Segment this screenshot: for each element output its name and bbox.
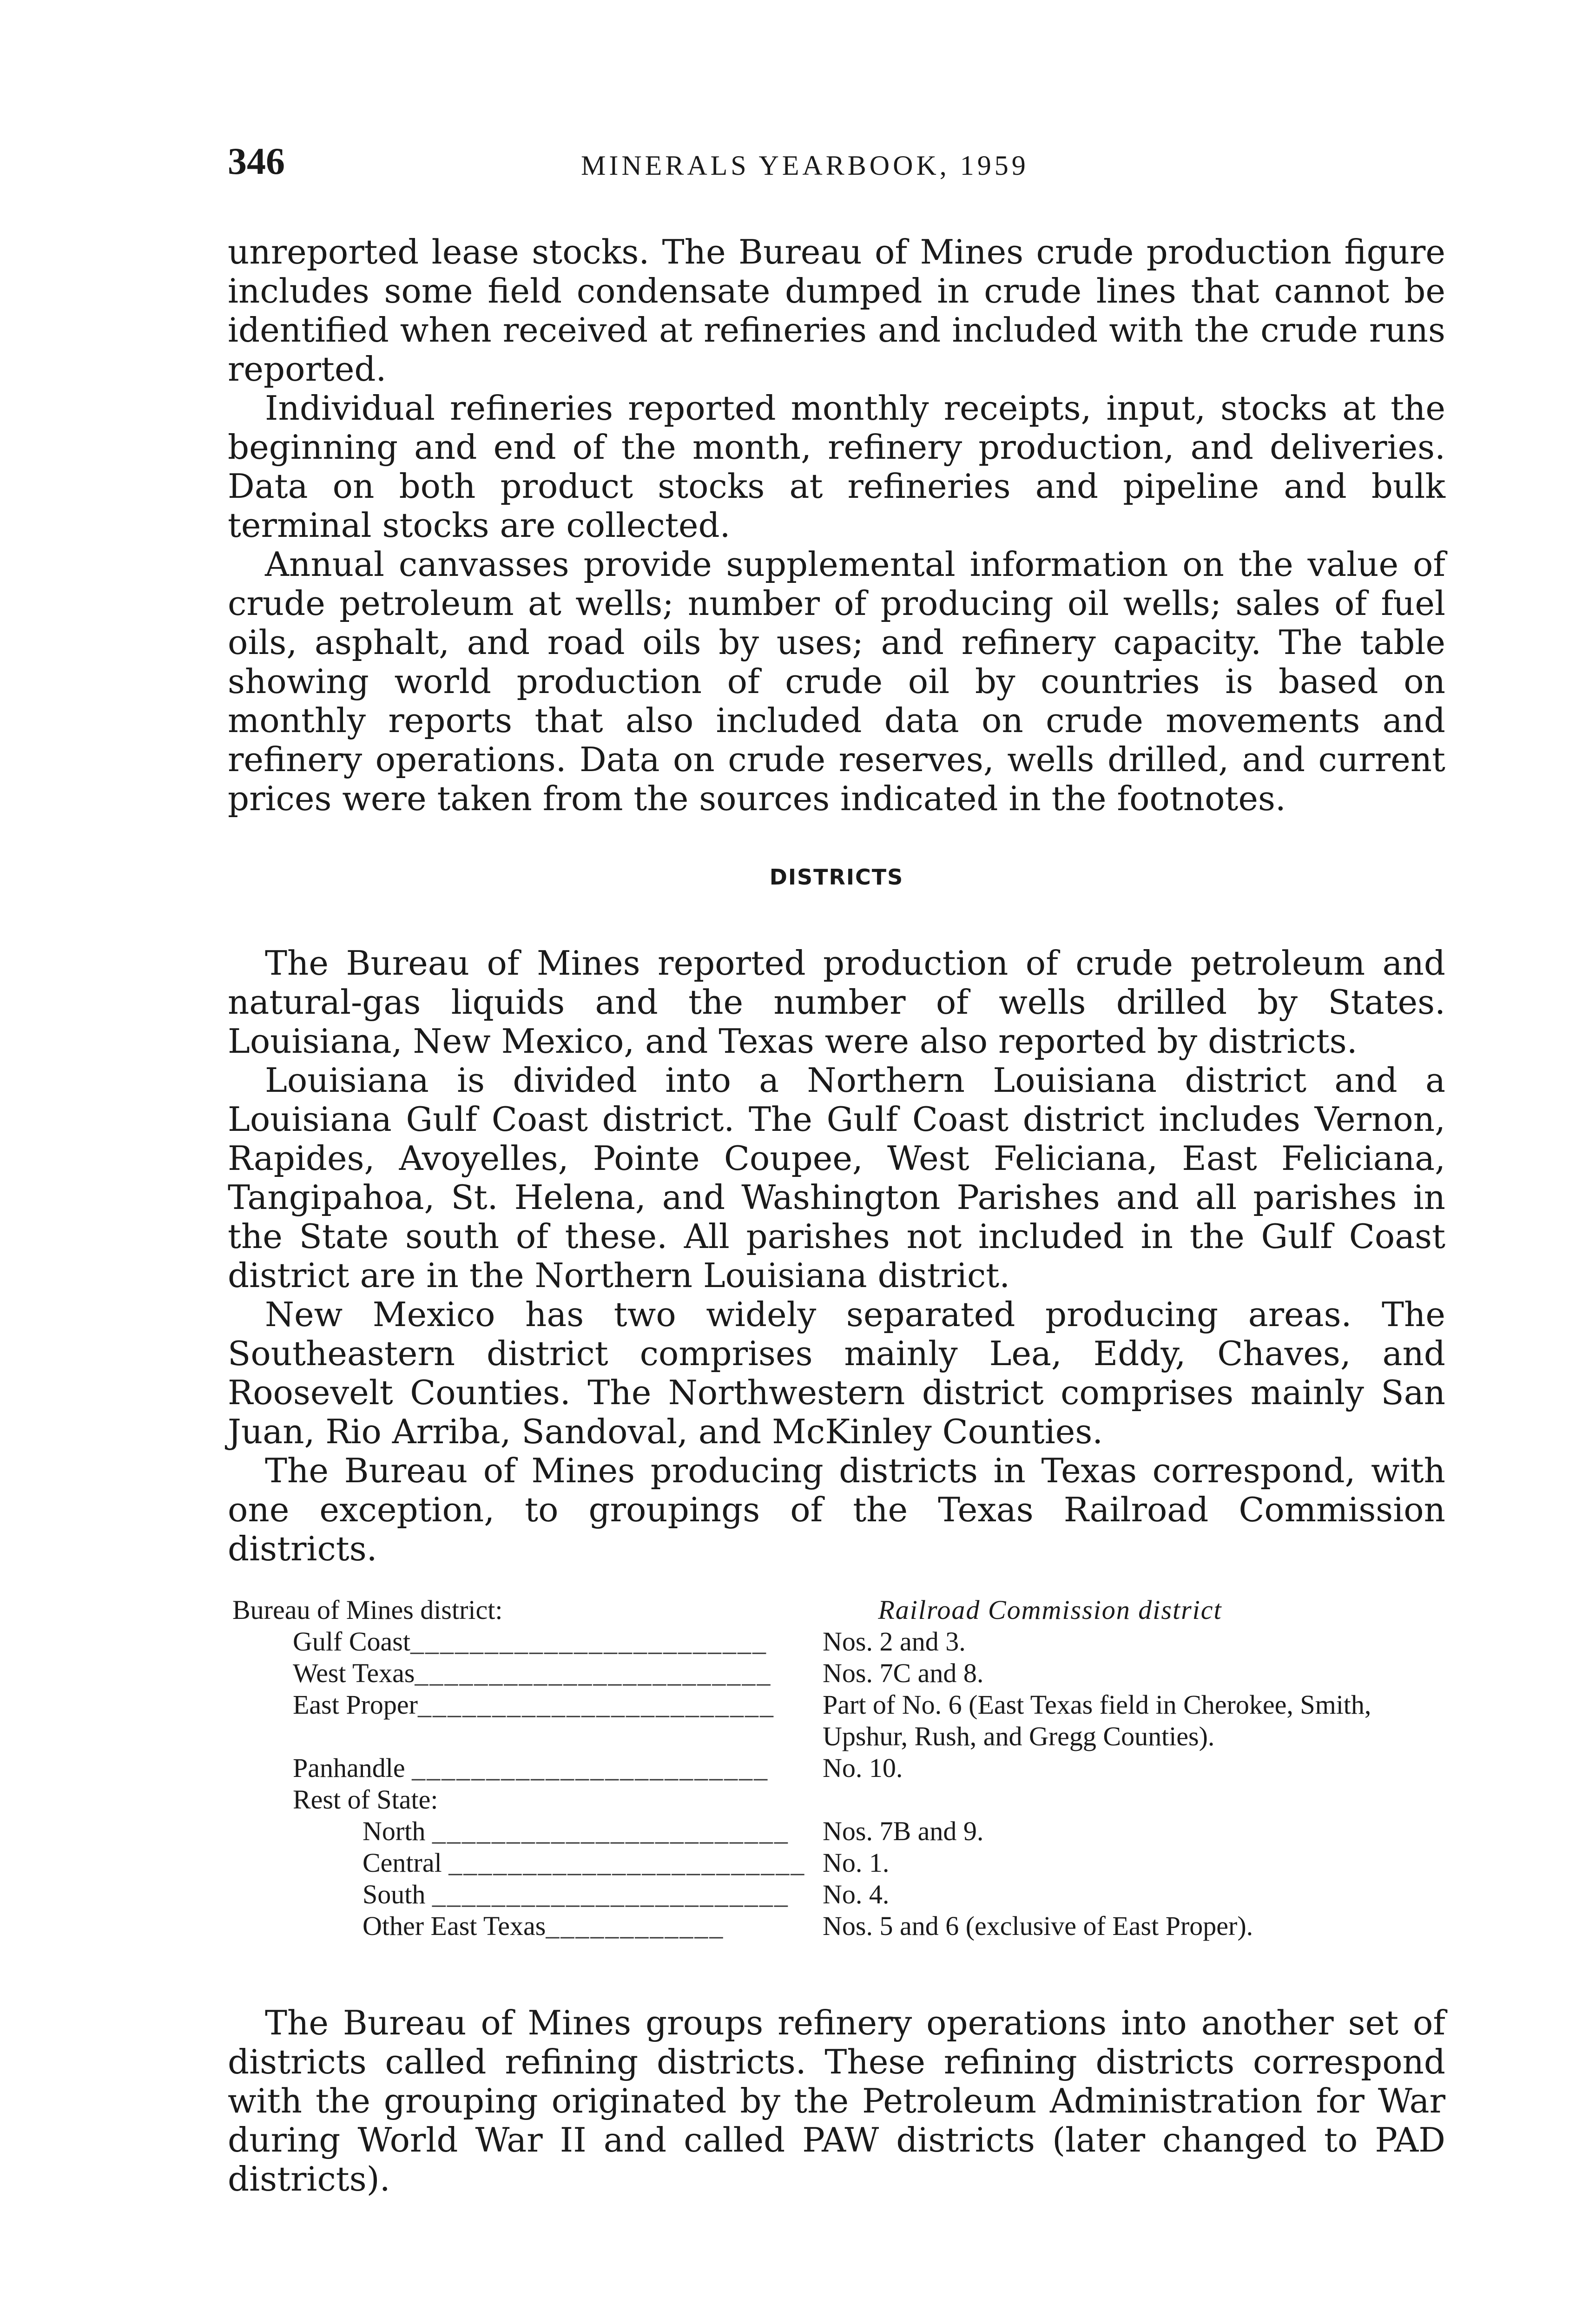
district-name: Gulf Coast________________________	[293, 1626, 767, 1657]
district-table	[232, 1594, 1459, 1942]
district-value: No. 4.	[823, 1879, 890, 1909]
district-name: Central ________________________	[363, 1848, 806, 1878]
table-row	[232, 1752, 1459, 1784]
page-header	[228, 139, 1445, 191]
district-value: Nos. 7C and 8.	[823, 1658, 984, 1688]
rest-of-state-label: Rest of State:	[293, 1784, 438, 1815]
table-row	[232, 1816, 1459, 1847]
table-row	[232, 1910, 1459, 1942]
table-row	[232, 1689, 1459, 1752]
table-row	[232, 1657, 1459, 1689]
district-name: South ________________________	[363, 1879, 789, 1909]
district-name: North ________________________	[363, 1816, 789, 1846]
running-head: MINERALS YEARBOOK, 1959	[581, 150, 1029, 181]
closing-text	[228, 2003, 1445, 2199]
intro-text	[228, 232, 1445, 818]
table-row	[232, 1847, 1459, 1879]
districts-text	[228, 944, 1445, 1568]
district-value: Nos. 2 and 3.	[823, 1626, 966, 1657]
table-row	[232, 1879, 1459, 1910]
table-row	[232, 1626, 1459, 1657]
paragraph: unreported lease stocks. The Bureau of Mines crude production figure includes some field condensate dumped in crude lines that cannot be identified when received at refineries and included with the crude runs reported.	[228, 232, 1445, 389]
district-name: East Proper________________________	[293, 1690, 775, 1720]
page-number: 346	[228, 140, 285, 182]
section-heading: DISTRICTS	[769, 865, 904, 890]
paragraph: Annual canvasses provide supplemental information on the value of crude petroleum at wells; number of producing oil wells; sales of fuel oils, asphalt, and road oils by uses; and refinery capacity. The table showing world production of crude oil by countries is based on monthly reports that also included data on crude movements and refinery operations. Data on crude reserves, wells drilled, and current prices were taken from the sources indicated in the footnotes.	[228, 545, 1445, 818]
district-value: Part of No. 6 (East Texas field in Cherokee, Smith, Upshur, Rush, and Gregg Counties).	[823, 1690, 1371, 1751]
paragraph: Louisiana is divided into a Northern Louisiana district and a Louisiana Gulf Coast district. The Gulf Coast district includes Vernon, Rapides, Avoyelles, Pointe Coupee, West Feliciana, East Feliciana, Tangipahoa, St. Helena, and Washington Parishes and all parishes in the State south of these. All parishes not included in the Gulf Coast district are in the Northern Louisiana district.	[228, 1061, 1445, 1295]
district-name: Panhandle ________________________	[293, 1753, 769, 1783]
paragraph: Individual refineries reported monthly receipts, input, stocks at the beginning and end of the month, refinery production, and deliveries. Data on both product stocks at refineries and pipeline and bulk terminal stocks are collected.	[228, 389, 1445, 545]
district-name: West Texas________________________	[293, 1658, 772, 1688]
district-value: Nos. 7B and 9.	[823, 1816, 984, 1846]
table-header-row	[232, 1594, 1459, 1626]
table-subheader-row	[232, 1784, 1459, 1816]
district-name: Other East Texas____________	[363, 1911, 725, 1941]
paragraph: The Bureau of Mines groups refinery operations into another set of districts called refining districts. These refining districts correspond with the grouping originated by the Petroleum Administration for War during World War II and called PAW districts (later changed to PAD districts).	[228, 2003, 1445, 2199]
district-value: No. 10.	[823, 1753, 903, 1783]
district-value: Nos. 5 and 6 (exclusive of East Proper).	[823, 1911, 1253, 1941]
district-value: No. 1.	[823, 1848, 890, 1878]
paragraph: The Bureau of Mines producing districts in Texas correspond, with one exception, to groupings of the Texas Railroad Commission districts.	[228, 1451, 1445, 1568]
paragraph: The Bureau of Mines reported production of crude petroleum and natural-gas liquids and the number of wells drilled by States. Louisiana, New Mexico, and Texas were also reported by districts.	[228, 944, 1445, 1061]
right-column-header: Railroad Commission district	[878, 1595, 1222, 1625]
left-column-header: Bureau of Mines district:	[232, 1595, 503, 1625]
paragraph: New Mexico has two widely separated producing areas. The Southeastern district comprises mainly Lea, Eddy, Chaves, and Roosevelt Counties. The Northwestern district comprises mainly San Juan, Rio Arriba, Sandoval, and McKinley Counties.	[228, 1295, 1445, 1451]
